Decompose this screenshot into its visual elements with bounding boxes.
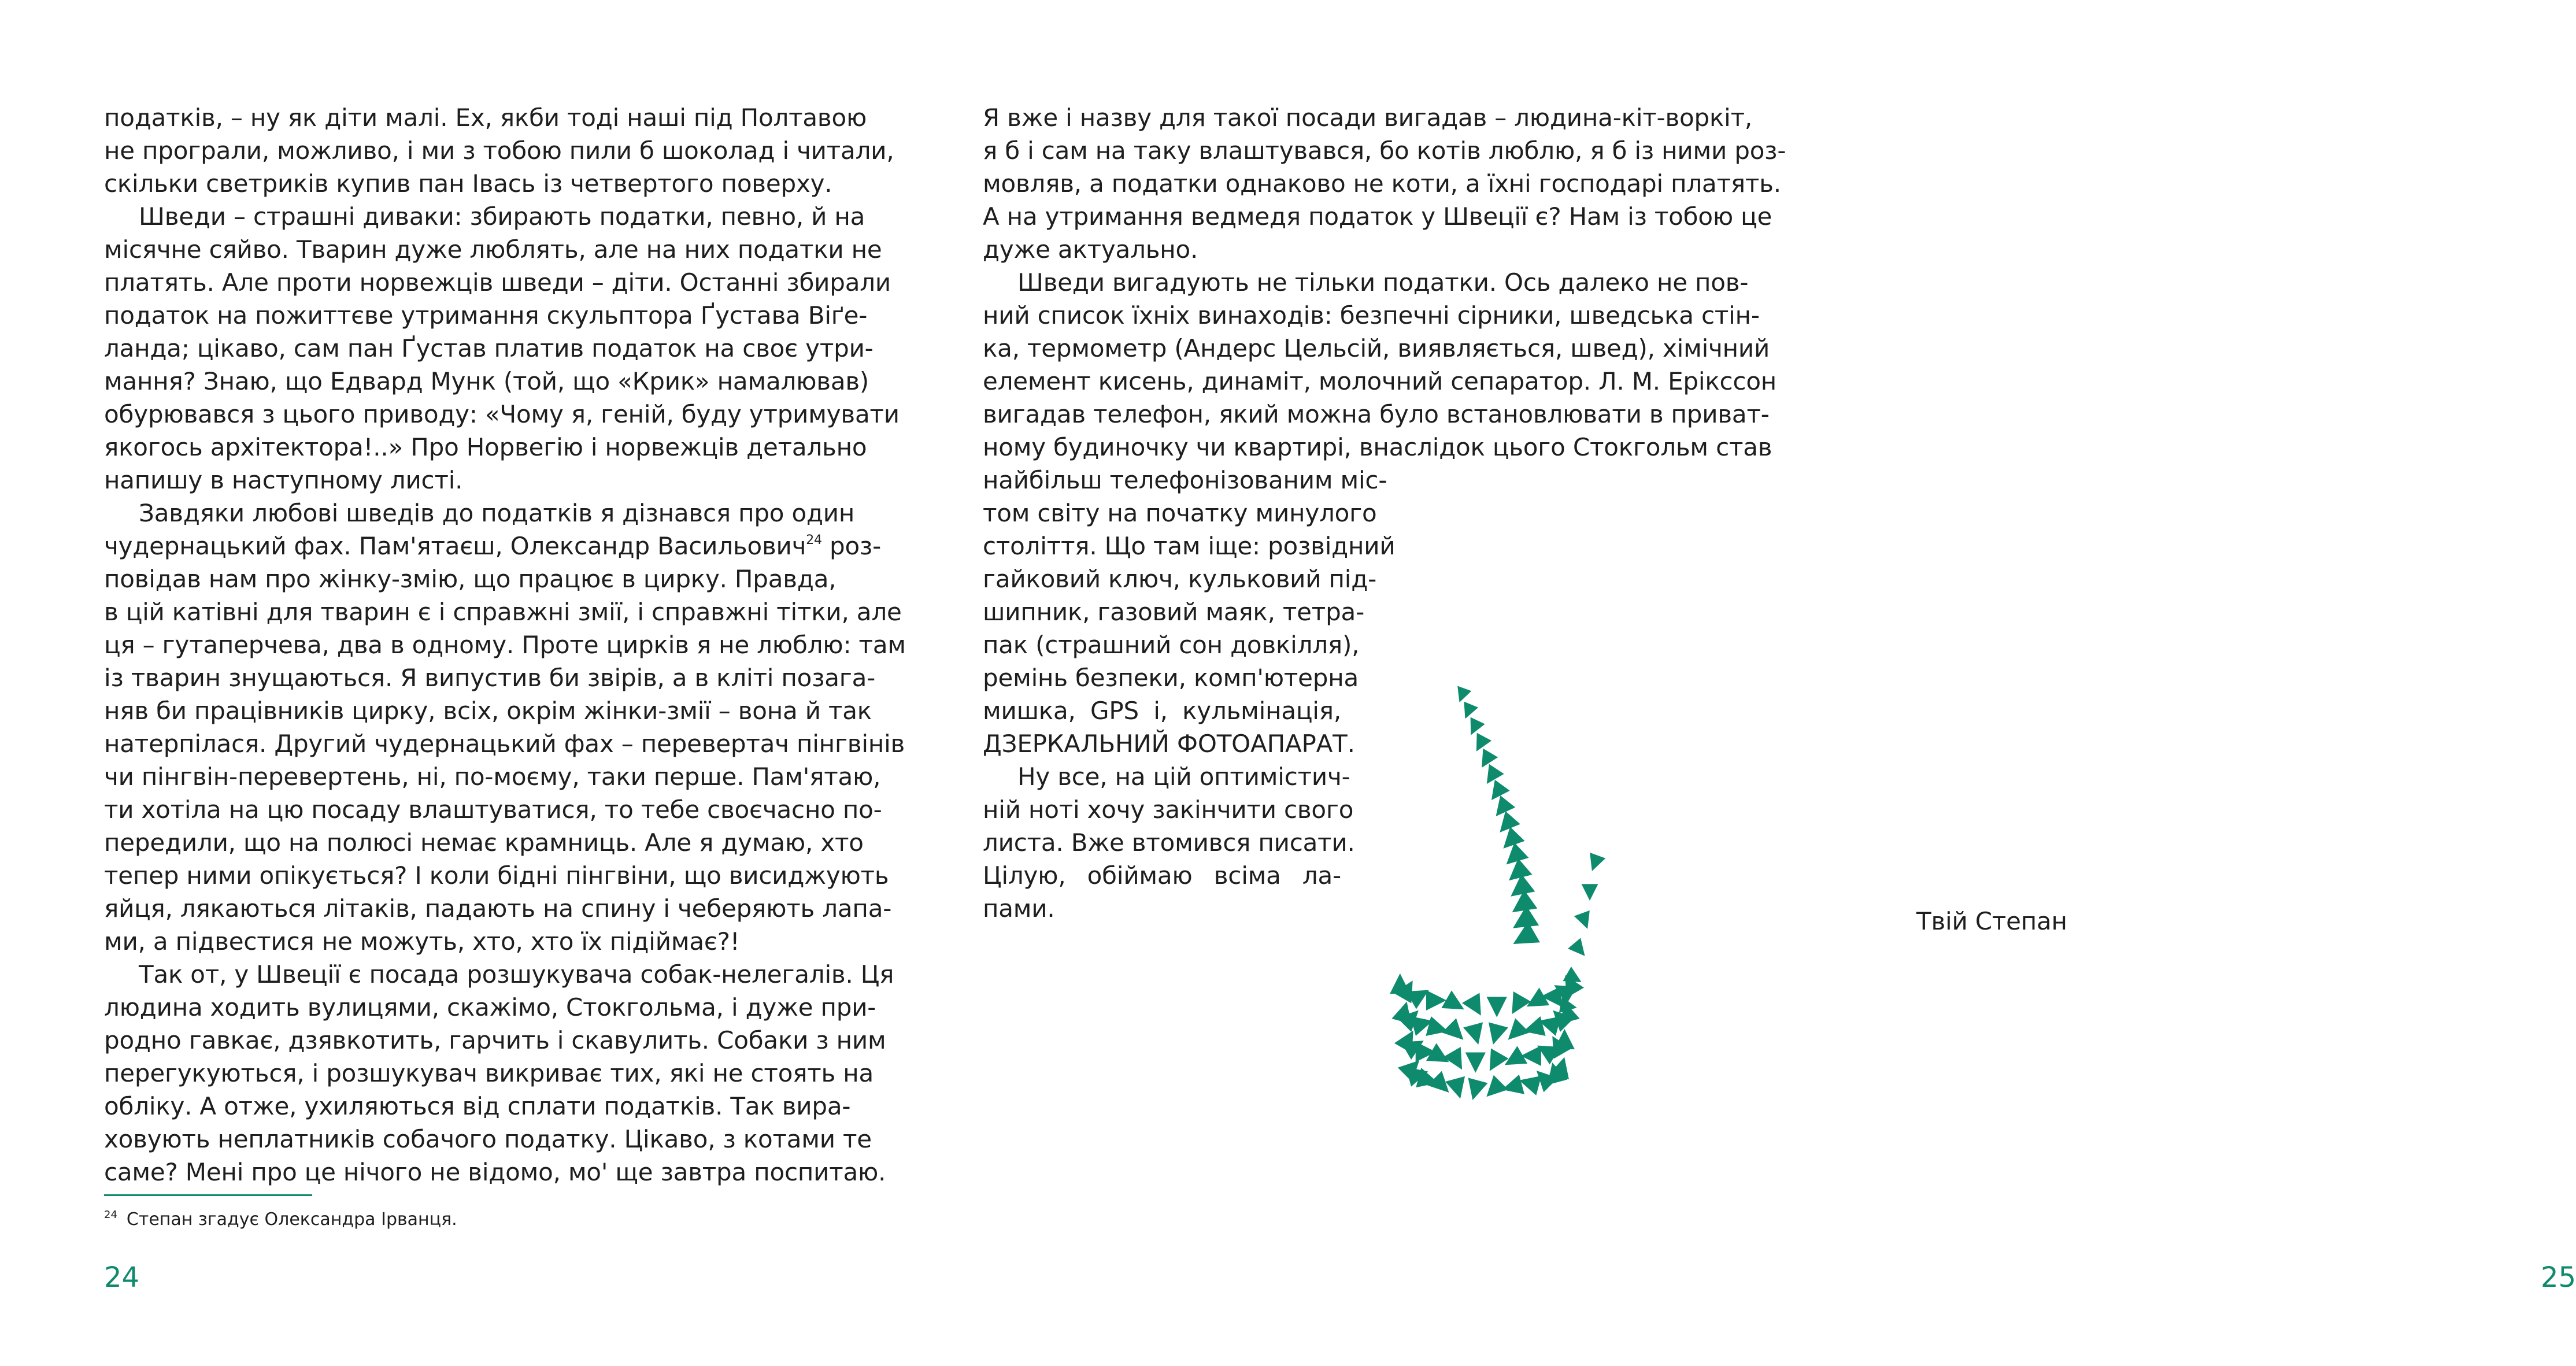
left-text-line: не програли, можливо, і ми з тобою пили б шоколад і читали, <box>104 136 894 165</box>
right-text-line: мовляв, а податки однаково не коти, а їхні господарі платять. <box>983 169 1781 198</box>
left-text-line: Так от, у Швеції є посада розшукувача собак-нелегалів. Ця <box>139 960 894 989</box>
left-text-line: ти хотіла на цю посаду влаштуватися, то тебе своєчасно по- <box>104 795 882 824</box>
footnote <box>104 1208 457 1231</box>
footnote-marker: 24 <box>104 1209 117 1221</box>
right-text-line: пами. <box>983 894 1055 923</box>
ornament-triangle <box>1442 1018 1471 1047</box>
footnote-reference: 24 <box>806 533 822 547</box>
footnote-text: Степан згадує Олександра Ірванця. <box>126 1209 457 1230</box>
ornament-triangle <box>1462 993 1490 1020</box>
right-text-line: шипник, газовий маяк, тетра- <box>983 598 1365 626</box>
left-text-line: обліку. А отже, ухиляються від сплати податків. Так вира- <box>104 1092 851 1120</box>
right-page <box>887 0 2576 1366</box>
ornament-triangle <box>1465 1053 1486 1073</box>
left-text-line: якогось архітектора!..» Про Норвегію і норвежців детально <box>104 433 867 461</box>
ornament-triangle <box>1584 853 1605 874</box>
right-text-line: Ну все, на цій оптимістич- <box>1017 762 1350 791</box>
left-text-line: мання? Знаю, що Едвард Мунк (той, що «Крик» намалював) <box>104 367 869 395</box>
right-text-line: ремінь безпеки, комп'ютерна <box>983 664 1359 692</box>
ornament-triangle <box>1574 910 1596 932</box>
ornament-triangle <box>1555 1029 1575 1049</box>
page-number-right: 25 <box>2541 1261 2576 1294</box>
left-text-line: няв би працівників цирку, всіх, окрім жінки-змії – вона й так <box>104 697 872 725</box>
signature: Твій Степан <box>1916 907 2067 935</box>
left-text-line: чи пінгвін-перевертень, ні, по-моєму, таки перше. Пам'ятаю, <box>104 762 881 791</box>
left-text-line: із тварин знущаються. Я випустив би звірів, а в кліті позага- <box>104 664 876 692</box>
left-text-line: Шведи – страшні диваки: збирають податки, певно, й на <box>139 202 865 231</box>
left-text-line: ця – гутаперчева, два в одному. Проте цирків я не люблю: там <box>104 631 906 659</box>
right-text-line: ному будиночку чи квартирі, внаслідок цього Стокгольм став <box>983 433 1772 461</box>
left-text-line: ланда; цікаво, сам пан Ґустав платив податок на своє утри- <box>104 334 874 362</box>
ornament-triangle <box>1487 997 1507 1017</box>
ornament-triangle <box>1503 991 1531 1019</box>
left-text-line: місячне сяйво. Тварин дуже люблять, але на них податки не <box>104 235 882 264</box>
left-text-line: яйця, лякаються літаків, падають на спину і чеберяють лапа- <box>104 894 892 923</box>
left-text-line: повідав нам про жінку-змію, що працює в цирку. Правда, <box>104 565 837 593</box>
right-text-line: ний список їхніх винаходів: безпечні сірники, шведська стін- <box>983 301 1760 330</box>
left-text-line: ми, а підвестися не можуть, хто, хто їх підіймає?! <box>104 927 740 956</box>
right-text-line: століття. Що там іще: розвідний <box>983 532 1396 560</box>
teal-triangle-spiral-ornament-icon <box>1376 682 1607 1110</box>
left-text-line: податків, – ну як діти малі. Ех, якби тоді наші під Полтавою <box>104 103 867 132</box>
right-text-line: елемент кисень, динаміт, молочний сепаратор. Л. М. Ерікссон <box>983 367 1777 395</box>
ornament-triangle <box>1501 1018 1530 1047</box>
left-page <box>0 0 906 1366</box>
right-text-line: ній ноті хочу закінчити свого <box>983 795 1354 824</box>
right-text-line: ка, термометр (Андерс Цельсій, виявляється, швед), хімічний <box>983 334 1770 362</box>
page-number-left: 24 <box>104 1261 140 1294</box>
left-text-line: тепер ними опікується? І коли бідні пінгвіни, що висиджують <box>104 861 889 890</box>
right-text-line: листа. Вже втомився писати. <box>983 828 1355 857</box>
left-text-line: чудернацький фах. Пам'ятаєш, Олександр Васильович$^{24}$ роз- <box>104 532 882 560</box>
left-text-line: скільки светриків купив пан Івась із четвертого поверху. <box>104 169 832 198</box>
ornament-triangle <box>1483 1022 1508 1047</box>
right-text-line: Цілую, обіймаю всіма ла- <box>983 861 1341 890</box>
right-text-line: ДЗЕРКАЛЬНИЙ ФОТОАПАРАТ. <box>983 730 1355 758</box>
right-text-line: я б і сам на таку влаштувався, бо котів люблю, я б із ними роз- <box>983 136 1786 165</box>
left-text-line: Завдяки любові шведів до податків я дізнався про один <box>139 499 855 527</box>
right-text-line: найбільш телефонізованим міс- <box>983 466 1387 494</box>
right-text-line: мишка, GPS і, кульмінація, <box>983 697 1341 725</box>
right-text-line: А на утримання ведмедя податок у Швеції є? Нам із тобою це <box>983 202 1772 231</box>
left-text-line: податок на пожиттєве утримання скульптора Ґустава Віґе- <box>104 301 868 330</box>
left-text-line: людина ходить вулицями, скажімо, Стокгольма, і дуже при- <box>104 993 876 1021</box>
left-text-line: саме? Мені про це нічого не відомо, мо' ще завтра поспитаю. <box>104 1158 886 1186</box>
ornament-triangle <box>1445 1076 1470 1101</box>
left-text-line: платять. Але проти норвежців шведи – діти. Останні збирали <box>104 268 891 297</box>
footnote-rule <box>104 1194 312 1196</box>
left-text-line: перегукуються, і розшукувач викриває тих, які не стоять на <box>104 1059 874 1087</box>
left-text-line: ховують неплатників собачого податку. Цікаво, з котами те <box>104 1125 872 1153</box>
left-text-line: передили, що на полюсі немає крамниць. Але я думаю, хто <box>104 828 864 857</box>
right-text-line: том світу на початку минулого <box>983 499 1377 527</box>
right-text-line: вигадав телефон, який можна було встановлювати в приват- <box>983 400 1770 428</box>
left-text-line: в цій катівні для тварин є і справжні змії, і справжні тітки, але <box>104 598 902 626</box>
ornament-triangle <box>1463 1022 1488 1047</box>
left-text-line: напишу в наступному листі. <box>104 466 463 494</box>
ornament-triangle <box>1568 938 1592 961</box>
right-text-line: Я вже і назву для такої посади вигадав – людина-кіт-воркіт, <box>983 103 1753 132</box>
ornament-triangle <box>1452 686 1471 705</box>
right-text-line: пак (страшний сон довкілля), <box>983 631 1360 659</box>
ornament-triangle <box>1458 702 1478 722</box>
right-text-line: дуже актуально. <box>983 235 1198 264</box>
left-text-line: родно гавкає, дзявкотить, гарчить і скавулить. Собаки з ним <box>104 1026 886 1054</box>
line-continuation: роз- <box>821 532 882 560</box>
ornament-triangle <box>1582 884 1598 901</box>
left-text-line: натерпілася. Другий чудернацький фах – перевертач пінгвінів <box>104 730 905 758</box>
left-text-line: обурювався з цього приводу: «Чому я, геній, буду утримувати <box>104 400 900 428</box>
right-text-line: Шведи вигадують не тільки податки. Ось далеко не пов- <box>1017 268 1749 297</box>
ornament-triangle <box>1463 1078 1487 1102</box>
ornament-triangle <box>1464 717 1485 739</box>
right-text-line: гайковий ключ, кульковий під- <box>983 565 1377 593</box>
